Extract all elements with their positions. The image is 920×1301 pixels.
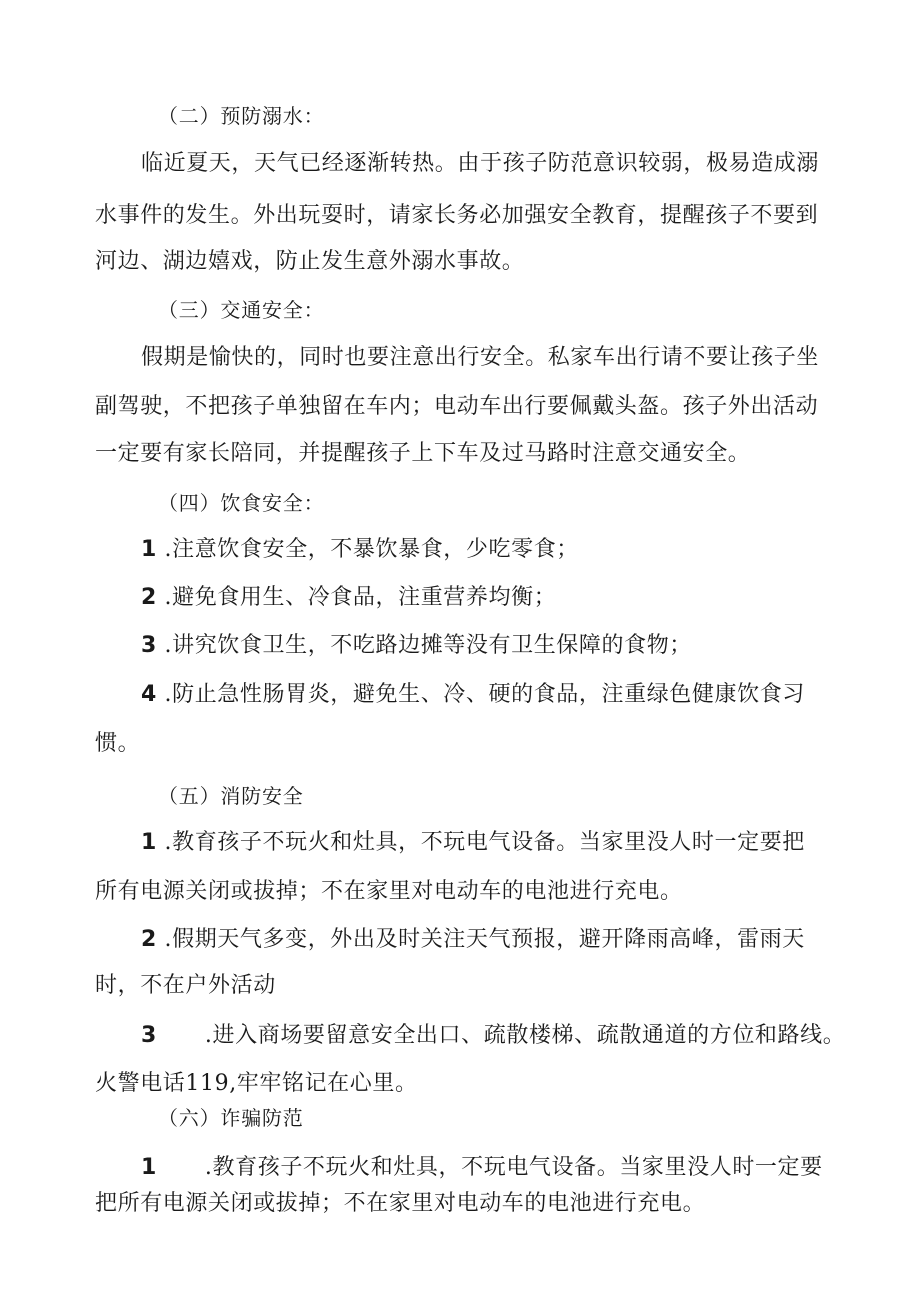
list-item-text: .教育孩子不玩火和灶具，不玩电气设备。当家里没人时一定要把 (164, 830, 805, 855)
list-item-text: .进入商场要留意安全出口、疏散楼梯、疏散通道的方位和路线。 (204, 1023, 846, 1048)
paragraph-line: 水事件的发生。外出玩耍时，请家长务必加强安全教育，提醒孩子不要到 (95, 203, 819, 228)
section-heading-fraud: （六）诈骗防范 (158, 1106, 304, 1130)
list-item (141, 1021, 845, 1051)
section-heading-fire: （五）消防安全 (158, 784, 304, 808)
list-item-number: 2 (141, 927, 157, 952)
paragraph-line: 临近夏天，天气已经逐渐转热。由于孩子防范意识较弱，极易造成溺 (141, 151, 820, 176)
paragraph-line: 假期是愉快的，同时也要注意出行安全。私家车出行请不要让孩子坐 (141, 345, 820, 370)
list-item-number: 2 (141, 585, 157, 610)
list-item-text: .注意饮食安全，不暴饮暴食，少吃零食； (164, 537, 579, 562)
paragraph-line: 一定要有家长陪同，并提醒孩子上下车及过马路时注意交通安全。 (95, 441, 751, 466)
list-item (141, 1153, 823, 1183)
paragraph-line: 副驾驶，不把孩子单独留在车内；电动车出行要佩戴头盔。孩子外出活动 (95, 394, 819, 419)
list-item-number: 1 (141, 1155, 157, 1180)
list-item-number: 1 (141, 830, 157, 855)
list-item-continuation: 惯。 (95, 731, 141, 756)
list-item-text: .讲究饮食卫生，不吃路边摊等没有卫生保障的食物； (164, 633, 692, 658)
list-item (141, 828, 805, 858)
section-heading-drowning: （二）预防溺水： (158, 104, 325, 128)
list-item (141, 583, 556, 613)
list-item-text: .避免食用生、冷食品，注重营养均衡； (164, 585, 557, 610)
paragraph-line: 河边、湖边嬉戏，防止发生意外溺水事故。 (95, 249, 525, 274)
list-item-continuation: 时，不在户外活动 (95, 973, 276, 998)
list-item (141, 631, 692, 661)
list-item-text: .防止急性肠胃炎，避免生、冷、硬的食品，注重绿色健康饮食习 (164, 682, 805, 707)
list-item-number: 4 (141, 682, 157, 707)
list-item (141, 680, 805, 710)
list-item-number: 3 (141, 1023, 157, 1048)
section-heading-food: （四）饮食安全： (158, 491, 325, 515)
list-item-continuation: 把所有电源关闭或拔掉；不在家里对电动车的电池进行充电。 (95, 1191, 706, 1216)
list-item-text: .教育孩子不玩火和灶具，不玩电气设备。当家里没人时一定要 (204, 1155, 823, 1180)
list-item-continuation: 所有电源关闭或拔掉；不在家里对电动车的电池进行充电。 (95, 879, 683, 904)
list-item-text: .假期天气多变，外出及时关注天气预报，避开降雨高峰，雷雨天 (164, 927, 805, 952)
section-heading-traffic: （三）交通安全： (158, 298, 325, 322)
list-item-number: 3 (141, 633, 157, 658)
list-item-continuation: 火警电话119,牢牢铭记在心里。 (95, 1071, 418, 1096)
list-item (141, 925, 805, 955)
list-item-number: 1 (141, 537, 157, 562)
list-item (141, 535, 579, 565)
